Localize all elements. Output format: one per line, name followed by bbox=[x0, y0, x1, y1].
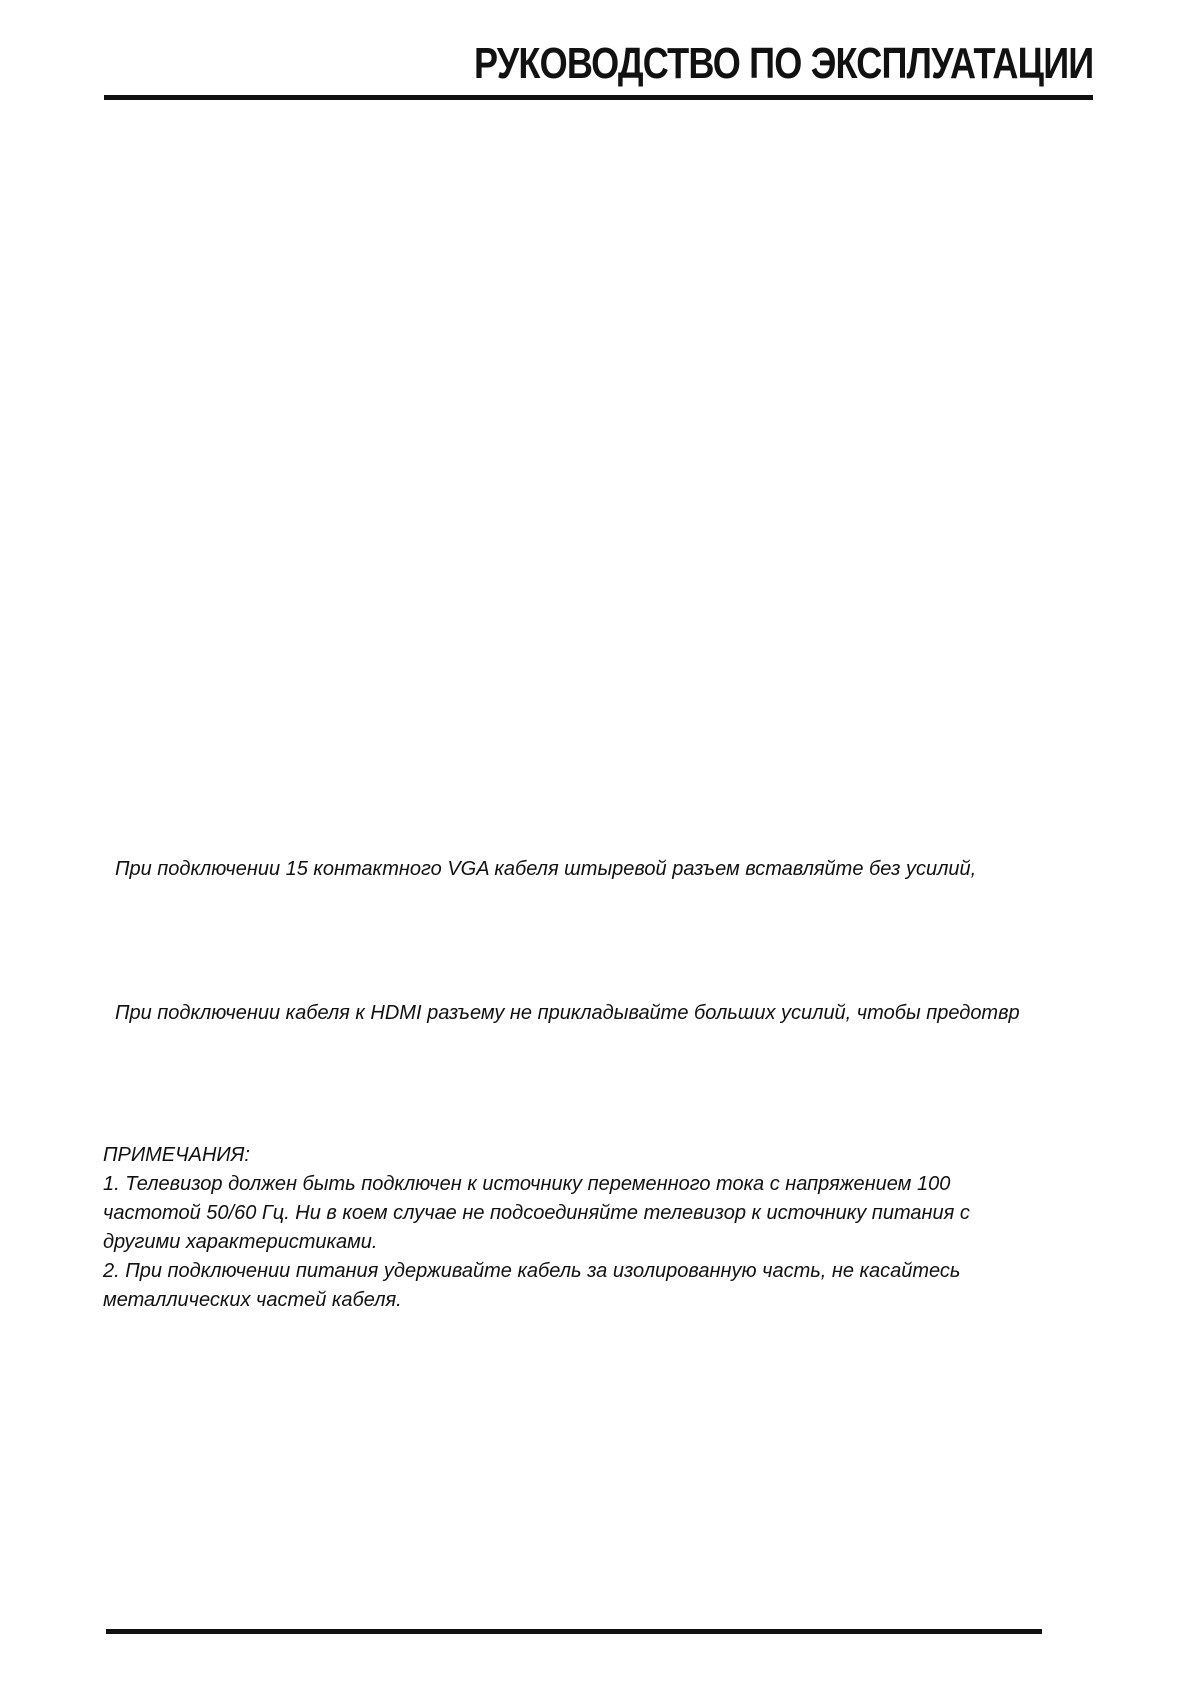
remarks-heading: ПРИМЕЧАНИЯ: bbox=[103, 1144, 250, 1166]
remarks-line: другими характеристиками. bbox=[103, 1231, 378, 1253]
remarks-line: металлических частей кабеля. bbox=[103, 1289, 402, 1311]
footer-divider bbox=[106, 1629, 1042, 1634]
remarks-line: 2. При подключении питания удерживайте кабель за изолированную часть, не касайтесь bbox=[103, 1260, 961, 1282]
remarks-section bbox=[103, 1141, 1063, 1315]
hdmi-connection-note: При подключении кабеля к HDMI разъему не прикладывайте больших усилий, чтобы предотвр bbox=[115, 1002, 1020, 1024]
page-title: РУКОВОДСТВО ПО ЭКСПЛУАТАЦИИ bbox=[473, 39, 1093, 88]
remarks-line: 1. Телевизор должен быть подключен к источнику переменного тока с напряжением 100 bbox=[103, 1173, 951, 1195]
remarks-line: частотой 50/60 Гц. Ни в коем случае не подсоединяйте телевизор к источнику питания с bbox=[103, 1202, 970, 1224]
header-divider bbox=[104, 95, 1093, 100]
vga-connection-note: При подключении 15 контактного VGA кабеля штыревой разъем вставляйте без усилий, bbox=[115, 858, 977, 880]
